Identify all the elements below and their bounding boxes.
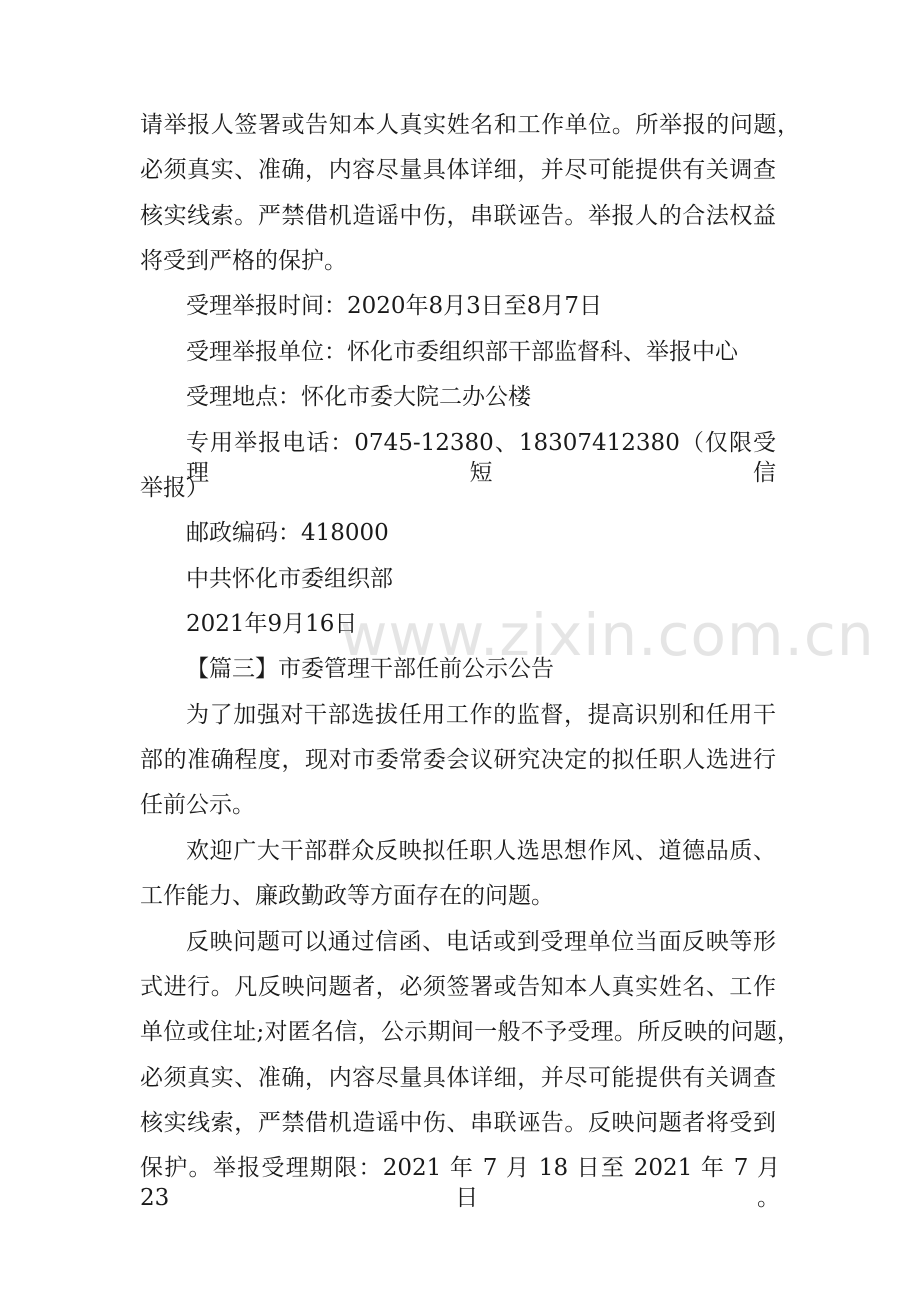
text-line: 式进行。凡反映问题者，必须签署或告知本人真实姓名、工作 xyxy=(140,974,776,1000)
text-line: 保护。举报受理期限：2021 年 7 月 18 日至 2021 年 7 月 23 日。 xyxy=(140,1155,780,1211)
text-line: 欢迎广大干部群众反映拟任职人选思想作风、道德品质、 xyxy=(186,838,776,864)
text-line: 举报） xyxy=(140,475,209,501)
text-line: 必须真实、准确，内容尽量具体详细，并尽可能提供有关调查 xyxy=(140,1065,776,1091)
text-line: 部的准确程度，现对市委常委会议研究决定的拟任职人选进行 xyxy=(140,747,776,773)
text-line: 核实线索。严禁借机造谣中伤，串联诬告。举报人的合法权益 xyxy=(140,203,776,229)
text-line: 任前公示。 xyxy=(140,792,255,818)
text-line: 工作能力、廉政勤政等方面存在的问题。 xyxy=(140,883,554,909)
signature-date: 2021年9月16日 xyxy=(186,611,358,637)
report-location: 受理地点：怀化市委大院二办公楼 xyxy=(186,384,531,410)
text-line: 为了加强对干部选拔任用工作的监督，提高识别和任用干 xyxy=(186,702,776,728)
section-heading: 【篇三】市委管理干部任前公示公告 xyxy=(186,656,554,682)
postal-code: 邮政编码：418000 xyxy=(186,520,389,546)
signature-organization: 中共怀化市委组织部 xyxy=(186,566,393,592)
text-line: 单位或住址;对匿名信，公示期间一般不予受理。所反映的问题， xyxy=(140,1019,800,1045)
text-line: 将受到严格的保护。 xyxy=(140,248,347,274)
text-line: 请举报人签署或告知本人真实姓名和工作单位。所举报的问题， xyxy=(140,112,800,138)
text-line: 必须真实、准确，内容尽量具体详细，并尽可能提供有关调查 xyxy=(140,157,776,183)
watermark: www.zixin.com.cn xyxy=(340,601,875,669)
report-time: 受理举报时间：2020年8月3日至8月7日 xyxy=(186,293,603,319)
text-line: 反映问题可以通过信函、电话或到受理单位当面反映等形 xyxy=(186,929,776,955)
text-line: 核实线索，严禁借机造谣中伤、串联诬告。反映问题者将受到 xyxy=(140,1110,776,1136)
report-unit: 受理举报单位：怀化市委组织部干部监督科、举报中心 xyxy=(186,339,738,365)
report-phone: 专用举报电话：0745-12380、18307412380（仅限受理短信 xyxy=(186,430,776,486)
